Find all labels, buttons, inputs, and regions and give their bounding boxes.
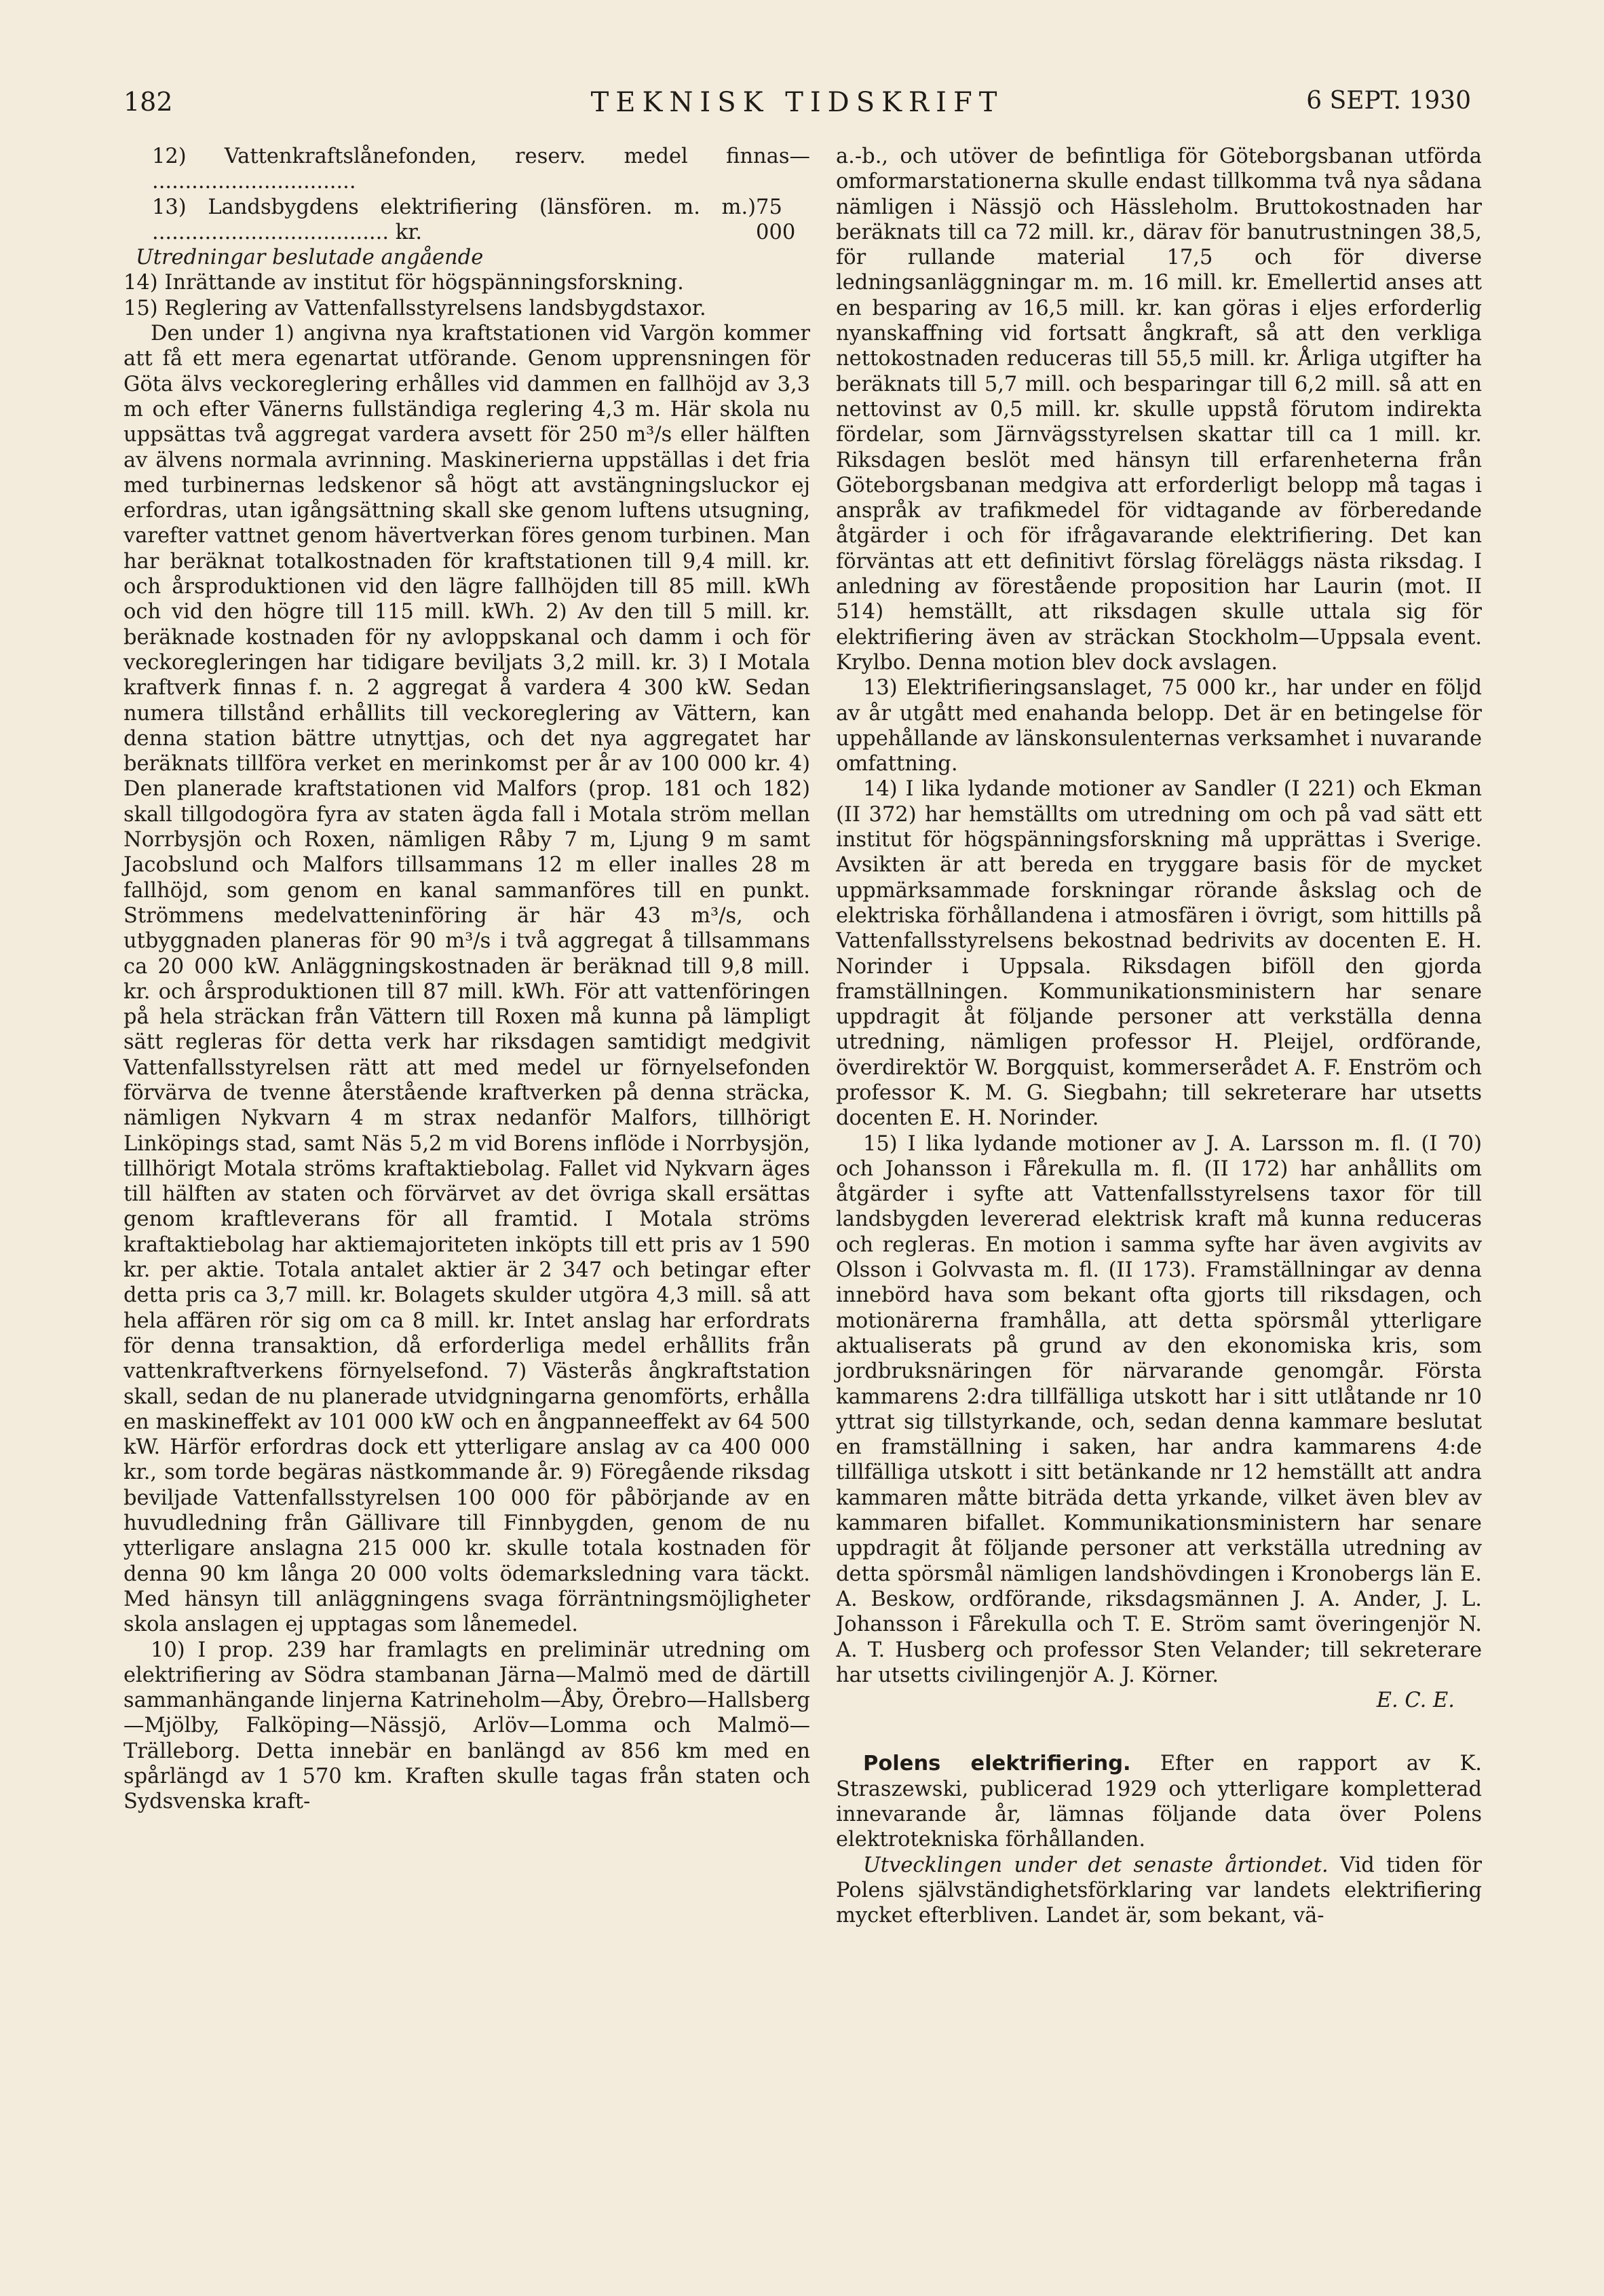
section-gap (836, 1713, 1482, 1751)
item-15: 15) Reglering av Vattenfallsstyrelsens landsbygdstaxor. (123, 296, 706, 320)
item-12-text: 12) Vattenkraftslånefonden, reserv. medel finnas ............................... (152, 145, 790, 194)
author-signature: E. C. E. (1376, 1689, 1455, 1713)
section-text: Vid tiden för Polens självständighetsförklaring var landets elektrifiering mycket efterbliven. Landet är, som bekant, vä- (836, 1853, 1482, 1928)
article-intro: Efter en rapport av K. Straszewski, publicerad 1929 och ytterligare kompletterad innevarande år, lämnas följande data över Polens elektrotekniska förhållanden. (836, 1752, 1482, 1852)
paragraph-item-15: 15) I lika lydande motioner av J. A. Larsson m. fl. (I 70) och Johansson i Fårekulla m. fl. (II 172) har anhållits om åtgärder i syfte att Vattenfallsstyrelsens taxor för till landsbygden levererad elektrisk kraft må kunna reduceras och regleras. En motion i samma syfte har även avgivits av Olsson i Golvvasta m. fl. (II 173). Framställningar av denna innebörd hava som bekant ofta gjorts till riksdagen, och motionärerna framhålla, att detta spörsmål ytterligare aktualiserats på grund av den ekonomiska kris, som jordbruksnäringen för närvarande genomgår. Första kammarens 2:dra tillfälliga utskott har i sitt utlåtande nr 10 yttrat sig tillstyrkande, och, sedan denna kammare beslutat en framställning i saken, har andra kammarens 4:de tillfälliga utskott i sitt betänkande nr 12 hemställt att andra kammaren måtte biträda detta yrkande, vilket även blev av kammaren bifallet. Kommunikationsministern har senare uppdragit åt följande personer att verkställa utredning av detta spörsmål nämligen landshövdingen i Kronobergs län E. A. Beskow, ordförande, riksdagsmännen J. A. Ander, J. L. Johansson i Fårekulla och T. E. Ström samt överingenjör N. A. T. Husberg och professor Sten Velander; till sekreterare har utsetts civilingenjör A. J. Körner. (836, 1131, 1482, 1687)
paragraph-utvecklingen (836, 1853, 1482, 1929)
item-13-amount: 75 000 (756, 195, 796, 244)
subheading-utredningar: Utredningar beslutade angående (136, 246, 484, 270)
article-title: Polens elektrifiering. (863, 1752, 1131, 1776)
paragraph-elektrifiering-sodra-stambanan: 10) I prop. 239 har framlagts en preliminär utredning om elektrifiering av Södra stambanan Järna—Malmö med de därtill sammanhängande linjerna Katrineholm—Åby, Örebro—Hallsberg—Mjölby, Falköping—Nässjö, Arlöv—Lomma och Malmö—Trälleborg. Detta innebär en banlängd av 856 km med en spårlängd av 1 570 km. Kraften skulle tagas från staten och Sydsvenska kraft- (123, 1638, 810, 1814)
item-14: 14) Inrättande av institut för högspänningsforskning. (123, 271, 684, 295)
item-12 (123, 144, 810, 195)
article-polens-elektrifiering (836, 1751, 1482, 1852)
item-13 (123, 195, 810, 246)
page-number: 182 (123, 87, 173, 117)
journal-title: TEKNISK TIDSKRIFT (590, 87, 1004, 118)
paragraph-item-13: 13) Elektrifieringsanslaget, 75 000 kr., har under en följd av år utgått med enahanda belopp. Det är en betingelse för uppehållande av länskonsulenternas verksamhet i nuvarande omfattning. (836, 676, 1482, 776)
section-heading: Utvecklingen under det senaste årtiondet. (863, 1853, 1329, 1877)
item-12-amount: — (789, 145, 810, 168)
paragraph-continuation: a.-b., och utöver de befintliga för Göteborgsbanan utförda omformarstationerna skulle endast tillkomma två nya sådana nämligen i Nässjö och Hässleholm. Bruttokostnaden har beräknats till ca 72 mill. kr., därav för banutrustningen 38,5, för rullande material 17,5 och för diverse ledningsanläggningar m. m. 16 mill. kr. Emellertid anses att en besparing av 16,5 mill. kr. kan göras i eljes erforderlig nyanskaffning vid fortsatt ångkraft, så att den verkliga nettokostnaden reduceras till 55,5 mill. kr. Årliga utgifter ha beräknats till 5,7 mill. och besparingar till 6,2 mill. så att en nettovinst av 0,5 mill. kr. skulle uppstå förutom indirekta fördelar, som Järnvägsstyrelsen skattar till ca 1 mill. kr. Riksdagen beslöt med hänsyn till erfarenheterna från Göteborgsbanan medgiva att erforderligt belopp må tagas i anspråk av trafikmedel för vidtagande av förberedande åtgärder i och för ifrågavarande elektrifiering. Det kan förväntas att ett definitivt förslag föreläggs nästa riksdag. I anledning av förestående proposition har Laurin (mot. II 514) hemställt, att riksdagen skulle uttala sig för elektrifiering även av sträckan Stockholm—Uppsala event. Krylbo. Denna motion blev dock avslagen. (836, 145, 1482, 675)
page-header (123, 87, 1471, 128)
paragraph-kraftstationer: Den under 1) angivna nya kraftstationen vid Vargön kommer att få ett mera egenartat utförande. Genom upprensningen för Göta älvs veckoreglering erhålles vid dammen en fallhöjd av 3,3 m och efter Vänerns fullständiga reglering 4,3 m. Här skola nu uppsättas två aggregat vardera avsett för 250 m³/s eller hälften av älvens normala avrinning. Maskinerierna uppställas i det fria med turbinernas ledskenor så högt att avstängningsluckor ej erfordras, utan igångsättning skall ske genom luftens utsugning, varefter vattnet genom hävertverkan föres genom turbinen. Man har beräknat totalkostnaden för kraftstationen till 9,4 mill. kr. och årsproduktionen vid den lägre fallhöjden till 85 mill. kWh och vid den högre till 115 mill. kWh. 2) Av den till 5 mill. kr. beräknade kostnaden för ny avloppskanal och damm i och för veckoregleringen har tidigare beviljats 3,2 mill. kr. 3) I Motala kraftverk finnas f. n. 2 aggregat å vardera 4 300 kW. Sedan numera tillstånd erhållits till veckoreglering av Vättern, kan denna station bättre utnyttjas, och det nya aggregatet har beräknats tillföra verket en merinkomst per år av 100 000 kr. 4) Den planerade kraftstationen vid Malfors (prop. 181 och 182) skall tillgodogöra fyra av staten ägda fall i Motala ström mellan Norrbysjön och Roxen, nämligen Råby 7 m, Ljung 9 m samt Jacobslund och Malfors tillsammans 12 m eller inalles 28 m fallhöjd, som genom en kanal sammanföres till en punkt. Strömmens medelvatteninföring är här 43 m³/s, och utbyggnaden planeras för 90 m³/s i två aggregat å tillsammans ca 20 000 kW. Anläggningskostnaden är beräknad till 9,8 mill. kr. och årsproduktionen till 87 mill. kWh. För att vattenföringen på hela sträckan från Vättern till Roxen må kunna på lämpligt sätt regleras för detta verk har riksdagen samtidigt medgivit Vattenfallsstyrelsen rätt att med medel ur förnyelsefonden förvärva de tvenne återstående kraftverken på denna sträcka, nämligen Nykvarn 4 m strax nedanför Malfors, tillhörigt Linköpings stad, samt Näs 5,2 m vid Borens inflöde i Norrbysjön, tillhörigt Motala ströms kraftaktiebolag. Fallet vid Nykvarn äges till hälften av staten och förvärvet av det övriga skall ersättas genom kraftleverans för all framtid. I Motala ströms kraftaktiebolag har aktiemajoriteten inköpts till ett pris av 1 590 kr. per aktie. Totala antalet aktier är 2 347 och betingar efter detta pris ca 3,7 mill. kr. Bolagets skulder utgöra 4,3 mill. så att hela affären rör sig om ca 8 mill. kr. Intet anslag har erfordrats för denna transaktion, då erforderliga medel erhållits från vattenkraftverkens förnyelsefond. 7) Västerås ångkraftstation skall, sedan de nu planerade utvidgningarna genomförts, erhålla en maskineffekt av 101 000 kW och en ångpanneeffekt av 64 500 kW. Härför erfordras dock ett ytterligare anslag av ca 400 000 kr., som torde begäras nästkommande år. 9) Föregående riksdag beviljade Vattenfallsstyrelsen 100 000 för påbörjande av en huvudledning från Gällivare till Finnbygden, genom de nu ytterligare anslagna 215 000 kr. skulle totala kostnaden för denna 90 km långa 20 000 volts ödemarksledning vara täckt. Med hänsyn till anläggningens svaga förräntningsmöjligheter skola anslagen ej upptagas som lånemedel. (123, 322, 810, 1637)
issue-date: 6 SEPT. 1930 (1306, 87, 1471, 115)
item-13-text: 13) Landsbygdens elektrifiering (länsfören. m. m.) .................................... kr. (152, 195, 757, 244)
right-column (836, 144, 1482, 1928)
left-column (123, 144, 810, 1815)
paragraph-item-14: 14) I lika lydande motioner av Sandler (I 221) och Ekman (II 372) har hemställts om utredning om och på vad sätt ett institut för högspänningsforskning må upprättas i Sverige. Avsikten är att bereda en tryggare basis för de mycket uppmärksammade forskningar rörande åskslag och de elektriska förhållandena i atmosfären i övrigt, som hittills på Vattenfallsstyrelsens bekostnad bedrivits av docenten E. H. Norinder i Uppsala. Riksdagen biföll den gjorda framställningen. Kommunikationsministern har senare uppdragit åt följande personer att verkställa denna utredning, nämligen professor H. Pleijel, ordförande, överdirektör W. Borgquist, kommerserådet A. F. Enström och professor K. M. G. Siegbahn; till sekreterare har utsetts docenten E. H. Norinder. (836, 777, 1482, 1131)
